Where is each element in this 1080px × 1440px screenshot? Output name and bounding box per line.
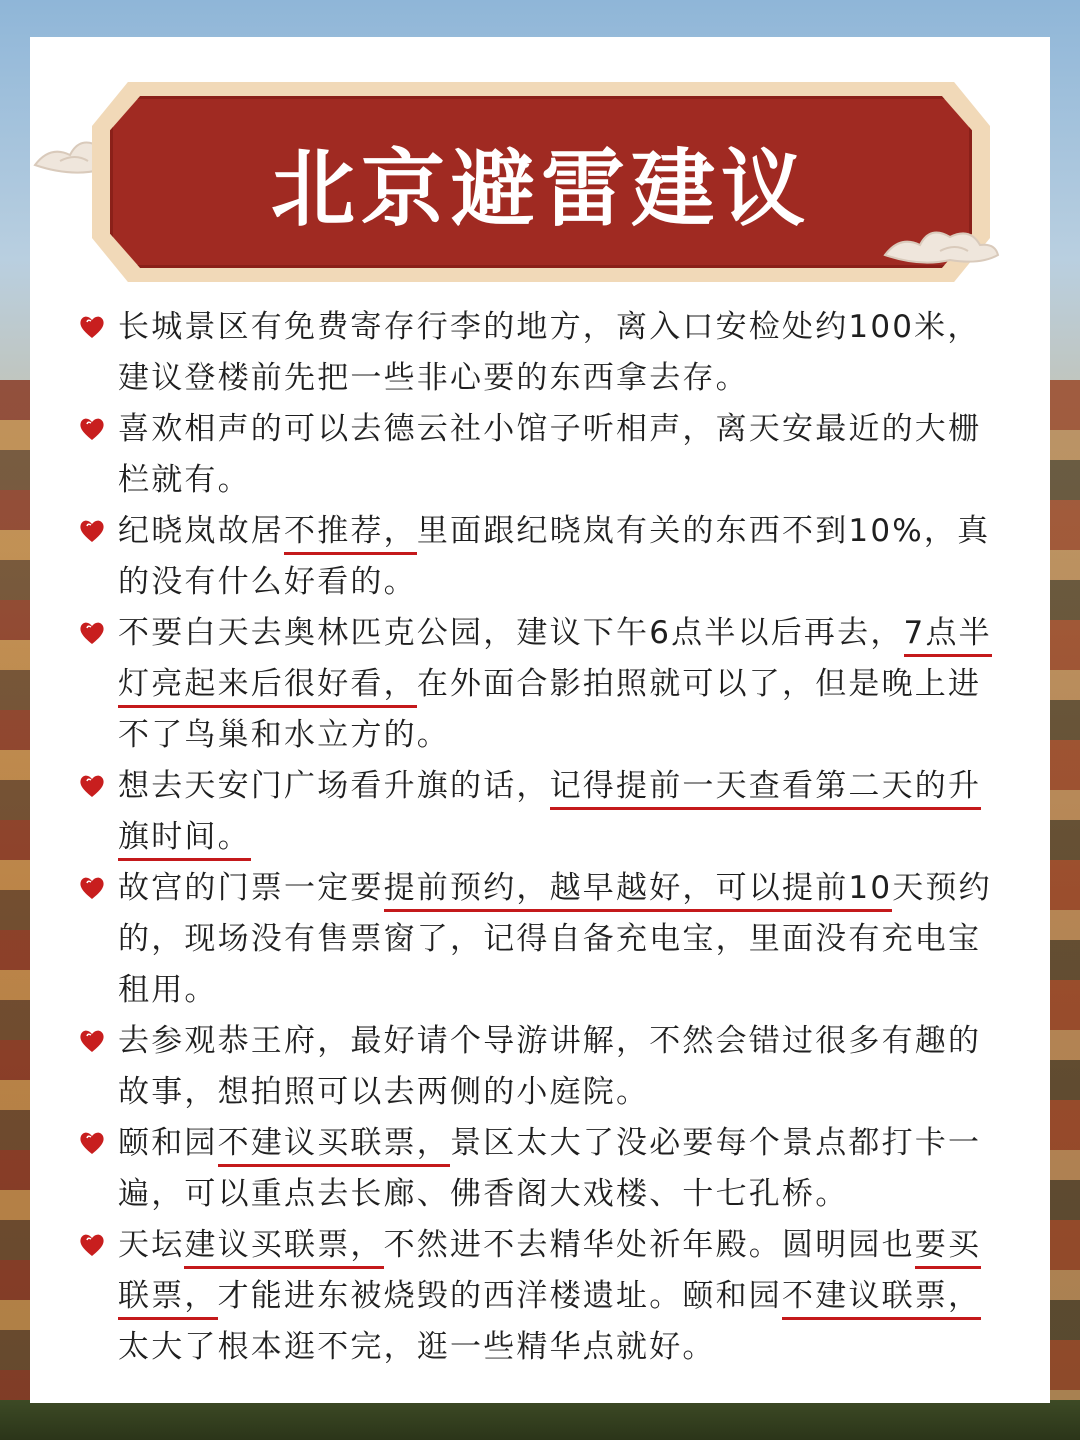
tip-text: 里面跟纪晓岚有关的东西不到10%，真的没有什么好看的。 <box>118 513 991 600</box>
tip-item <box>78 608 998 761</box>
tip-highlight-text: 7点半灯亮起来后很好看， <box>118 615 992 708</box>
tip-item <box>78 761 998 863</box>
heart-bullet-icon <box>78 314 106 340</box>
heart-bullet-icon <box>78 620 106 646</box>
tip-item <box>78 302 998 404</box>
tip-highlight-text: 提前预约，越早越好，可以提前10 <box>384 870 893 912</box>
heart-bullet-icon <box>78 773 106 799</box>
tip-text: 不然进不去精华处祈年殿。圆明园也 <box>383 1227 915 1263</box>
tip-text: 天预约的，现场没有售票窗了，记得自备充电宝，里面没有充电宝租用。 <box>118 870 992 1008</box>
tip-highlight-text: 不建议联票， <box>782 1278 981 1320</box>
page-title: 北京避雷建议 <box>270 139 811 238</box>
tip-text: 长城景区有免费寄存行李的地方，离入口安检处约100米，建议登楼前先把一些非心要的东西拿去存。 <box>118 309 981 396</box>
tip-highlight-text: 建议买联票， <box>184 1227 383 1269</box>
heart-bullet-icon <box>78 518 106 544</box>
tip-highlight-text: 不建议买联票， <box>218 1125 450 1167</box>
tips-list <box>78 302 998 1373</box>
tip-highlight-text: 要买联票， <box>118 1227 981 1320</box>
tip-text: 景区太大了没必要每个景点都打卡一遍，可以重点去长廊、佛香阁大戏楼、十七孔桥。 <box>118 1125 982 1212</box>
heart-bullet-icon <box>78 1028 106 1054</box>
tip-text: 想去天安门广场看升旗的话， <box>118 768 550 804</box>
background-bottom-edge <box>0 1400 1080 1440</box>
tip-text: 天坛 <box>118 1227 185 1263</box>
background-right-edge <box>1050 380 1080 1440</box>
tip-text: 故宫的门票一定要 <box>118 870 384 906</box>
tip-item <box>78 863 998 1016</box>
heart-bullet-icon <box>78 1130 106 1156</box>
heart-bullet-icon <box>78 416 106 442</box>
tip-item <box>78 1220 998 1373</box>
tip-item <box>78 506 998 608</box>
tip-text: 在外面合影拍照就可以了，但是晚上进不了鸟巢和水立方的。 <box>118 666 982 753</box>
tip-item <box>78 1118 998 1220</box>
tip-text: 喜欢相声的可以去德云社小馆子听相声，离天安最近的大栅栏就有。 <box>118 411 982 498</box>
tip-highlight-text: 记得提前一天查看第二天的升旗时间。 <box>118 768 981 861</box>
tip-item <box>78 404 998 506</box>
tip-text: 不要白天去奥林匹克公园，建议下午6点半以后再去， <box>118 615 904 651</box>
tip-text: 颐和园 <box>118 1125 218 1161</box>
tip-text: 去参观恭王府，最好请个导游讲解，不然会错过很多有趣的故事，想拍照可以去两侧的小庭院。 <box>118 1023 982 1110</box>
tip-text: 太大了根本逛不完，逛一些精华点就好。 <box>118 1329 716 1365</box>
background-left-edge <box>0 380 30 1440</box>
heart-bullet-icon <box>78 875 106 901</box>
cloud-decoration-right-icon <box>880 215 1000 275</box>
tip-highlight-text: 不推荐， <box>284 513 417 555</box>
tip-text: 才能进东被烧毁的西洋楼遗址。颐和园 <box>217 1278 783 1314</box>
tip-item <box>78 1016 998 1118</box>
tip-text: 纪晓岚故居 <box>118 513 284 549</box>
heart-bullet-icon <box>78 1232 106 1258</box>
